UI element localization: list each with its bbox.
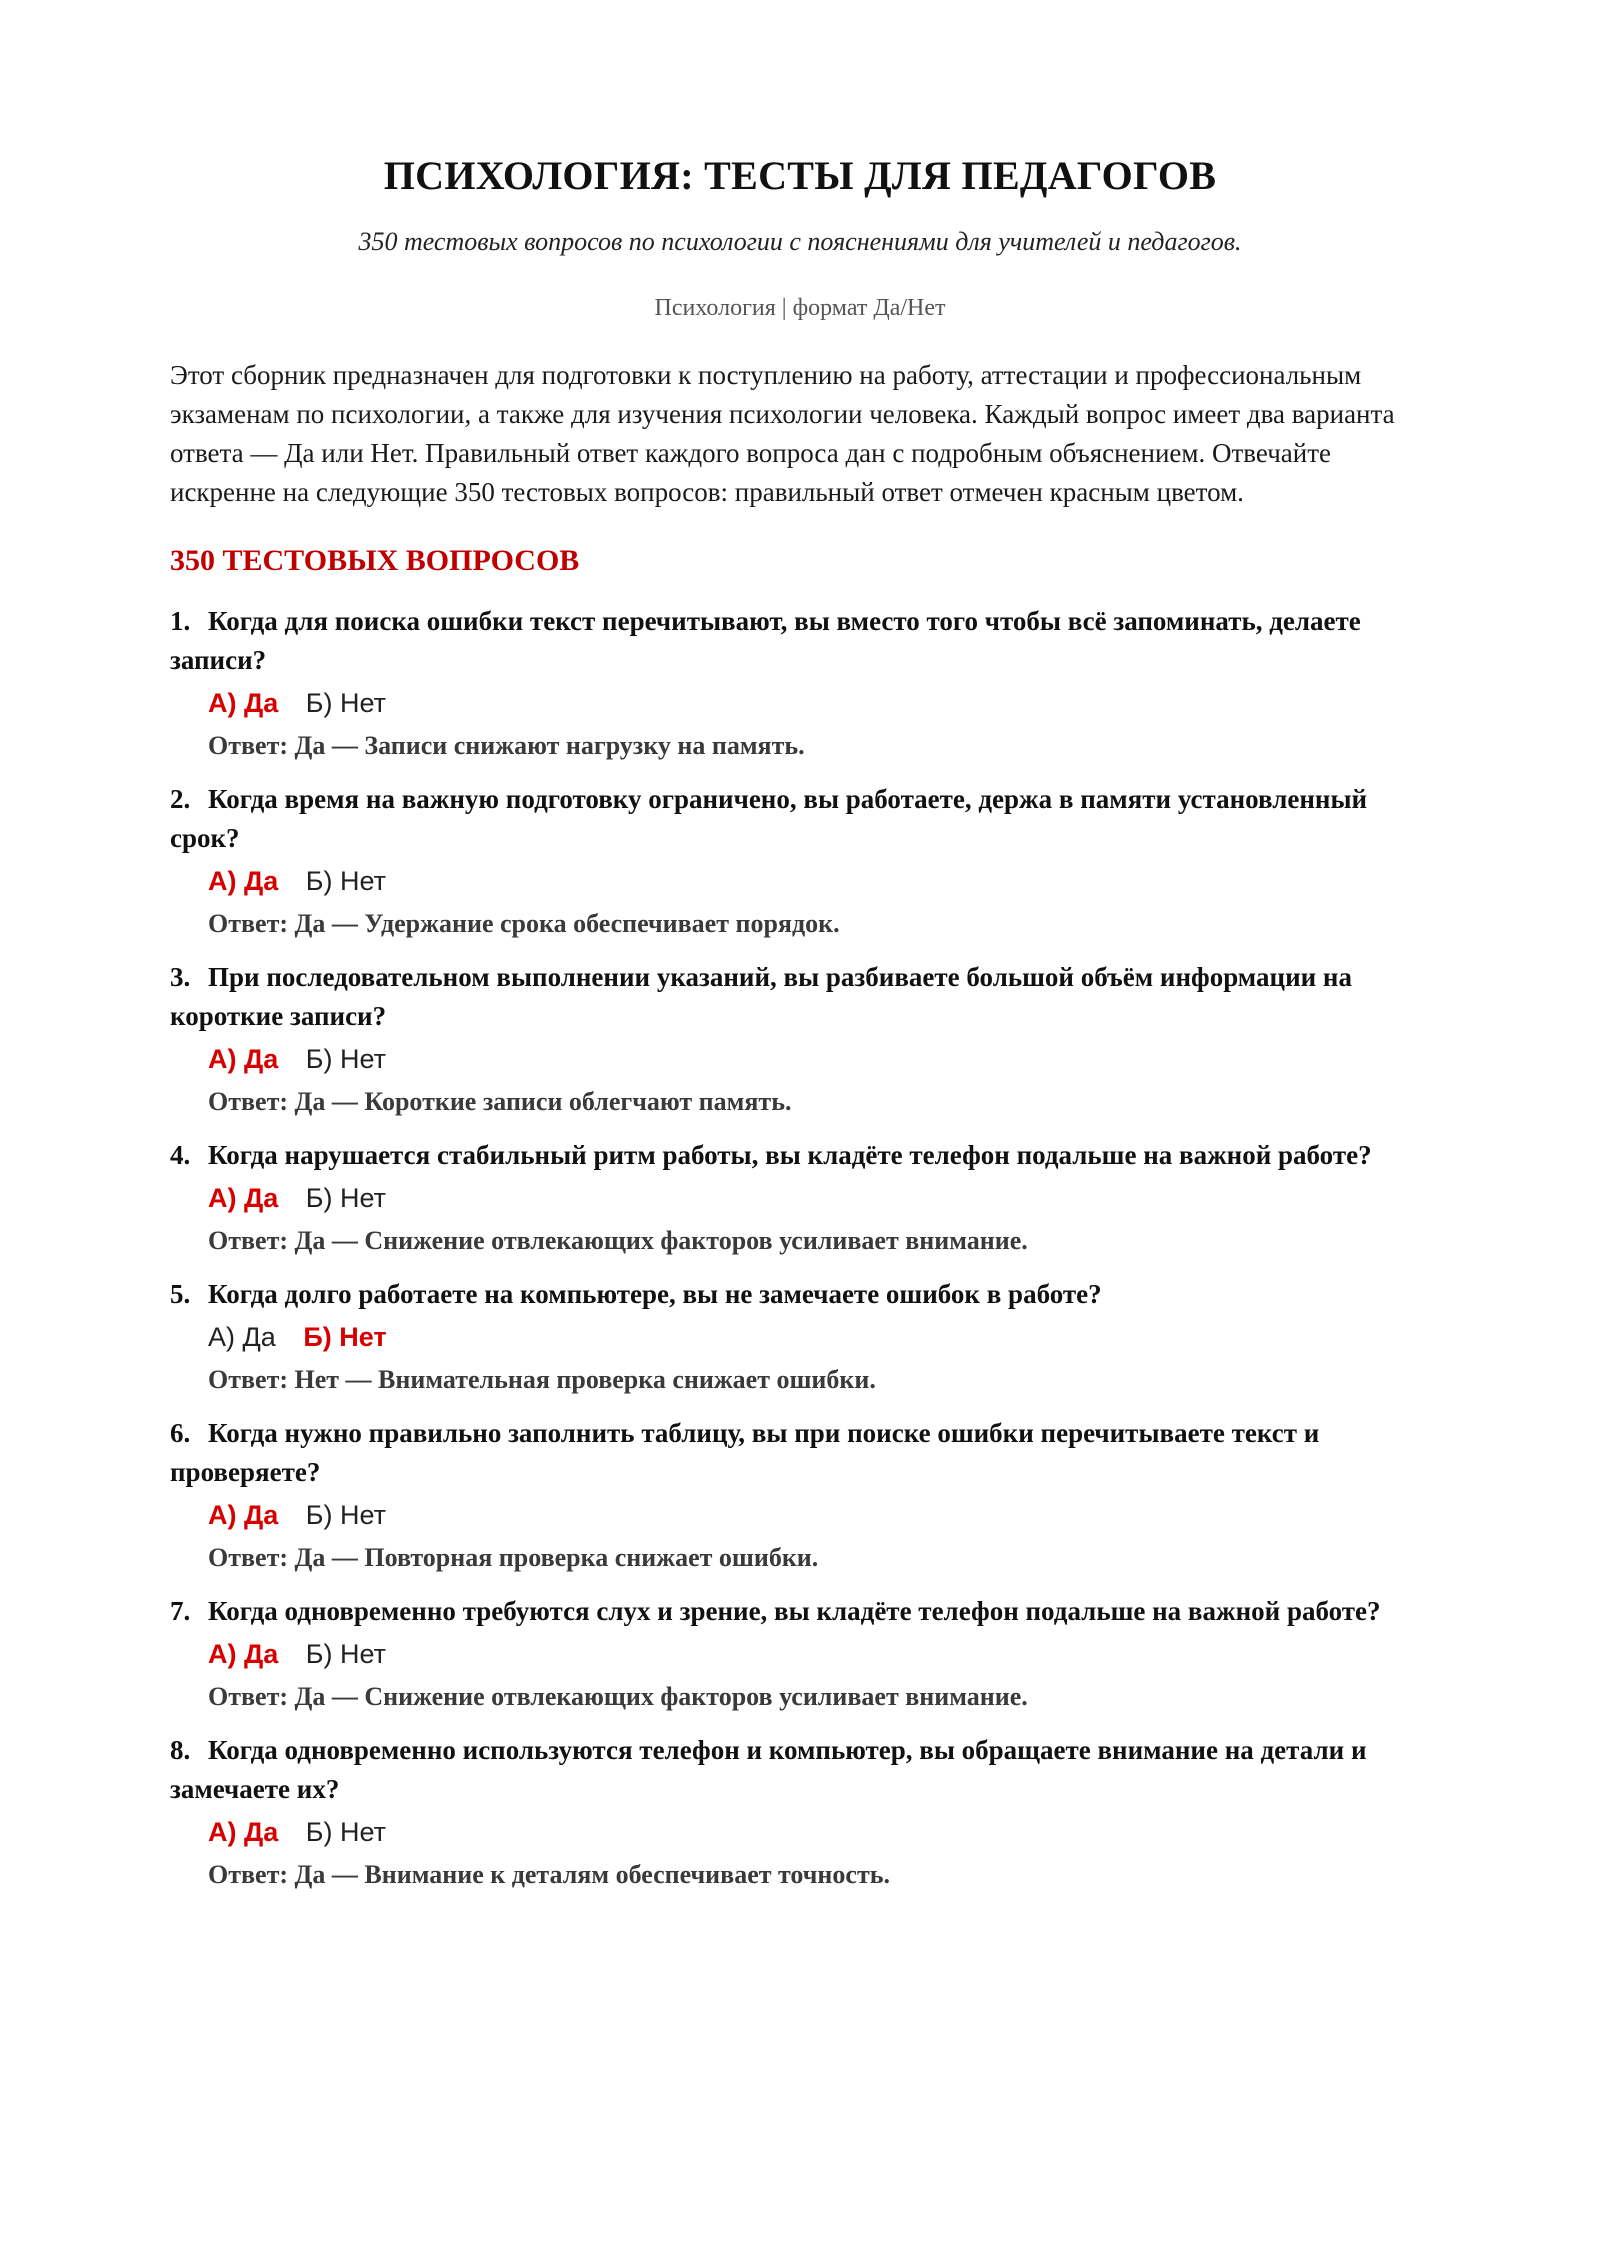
option-a[interactable]: А) Да bbox=[208, 1183, 279, 1213]
question-body: Когда одновременно требуются слух и зрение, вы кладёте телефон подальше на важной работе? bbox=[208, 1596, 1381, 1626]
question-item bbox=[170, 1275, 1430, 1400]
option-a[interactable]: А) Да bbox=[208, 866, 279, 896]
question-body: Когда время на важную подготовку ограничено, вы работаете, держа в памяти установленный срок? bbox=[170, 784, 1368, 853]
option-a[interactable]: А) Да bbox=[208, 1044, 279, 1074]
document-title: ПСИХОЛОГИЯ: ТЕСТЫ ДЛЯ ПЕДАГОГОВ bbox=[383, 153, 1217, 198]
question-number: 8. bbox=[170, 1735, 191, 1765]
answer-explanation: Ответ: Да — Внимание к деталям обеспечивает точность. bbox=[208, 1860, 890, 1889]
question-options bbox=[170, 862, 1430, 901]
question-body: При последовательном выполнении указаний, вы разбиваете большой объём информации на короткие записи? bbox=[170, 962, 1352, 1031]
question-options bbox=[170, 684, 1430, 723]
question-text bbox=[170, 1731, 1430, 1809]
question-number: 5. bbox=[170, 1279, 191, 1309]
question-body: Когда нарушается стабильный ритм работы, вы кладёте телефон подальше на важной работе? bbox=[208, 1140, 1372, 1170]
question-options bbox=[170, 1318, 1430, 1357]
question-options bbox=[170, 1635, 1430, 1674]
question-number: 7. bbox=[170, 1596, 191, 1626]
question-number: 1. bbox=[170, 606, 191, 636]
option-b[interactable]: Б) Нет bbox=[305, 688, 386, 718]
answer-explanation: Ответ: Да — Удержание срока обеспечивает порядок. bbox=[208, 909, 840, 938]
document-meta: Психология | формат Да/Нет bbox=[654, 295, 946, 321]
question-item bbox=[170, 780, 1430, 944]
question-list bbox=[170, 602, 1430, 1895]
answer-explanation: Ответ: Да — Снижение отвлекающих факторов усиливает внимание. bbox=[208, 1226, 1028, 1255]
option-a[interactable]: А) Да bbox=[208, 688, 279, 718]
answer-explanation: Ответ: Да — Повторная проверка снижает ошибки. bbox=[208, 1543, 819, 1572]
intro-paragraph: Этот сборник предназначен для подготовки к поступлению на работу, аттестации и профессиональным экзаменам по психологии, а также для изучения психологии человека. Каждый вопрос имеет два варианта ответа — Да или Нет. Правильный ответ каждого вопроса дан с подробным объяснением. Отвечайте искренне на следующие 350 тестовых вопросов: правильный ответ отмечен красным цветом. bbox=[170, 360, 1395, 507]
option-a[interactable]: А) Да bbox=[208, 1322, 276, 1352]
question-text bbox=[170, 1414, 1430, 1492]
option-b[interactable]: Б) Нет bbox=[305, 1183, 386, 1213]
option-b[interactable]: Б) Нет bbox=[305, 866, 386, 896]
question-options bbox=[170, 1040, 1430, 1079]
answer-explanation: Ответ: Да — Снижение отвлекающих факторов усиливает внимание. bbox=[208, 1682, 1028, 1711]
question-body: Когда для поиска ошибки текст перечитывают, вы вместо того чтобы всё запоминать, делаете записи? bbox=[170, 606, 1361, 675]
section-heading: 350 ТЕСТОВЫХ ВОПРОСОВ bbox=[170, 544, 580, 577]
question-item bbox=[170, 1136, 1430, 1261]
answer-explanation: Ответ: Да — Короткие записи облегчают память. bbox=[208, 1087, 792, 1116]
question-number: 4. bbox=[170, 1140, 191, 1170]
question-item bbox=[170, 1731, 1430, 1895]
question-number: 3. bbox=[170, 962, 191, 992]
question-item bbox=[170, 602, 1430, 766]
question-options bbox=[170, 1179, 1430, 1218]
question-options bbox=[170, 1813, 1430, 1852]
question-body: Когда одновременно используются телефон и компьютер, вы обращаете внимание на детали и замечаете их? bbox=[170, 1735, 1367, 1804]
option-a[interactable]: А) Да bbox=[208, 1639, 279, 1669]
question-body: Когда долго работаете на компьютере, вы не замечаете ошибок в работе? bbox=[208, 1279, 1102, 1309]
option-b[interactable]: Б) Нет bbox=[305, 1500, 386, 1530]
question-text bbox=[170, 1592, 1430, 1631]
option-a[interactable]: А) Да bbox=[208, 1817, 279, 1847]
question-text bbox=[170, 1275, 1430, 1314]
question-item bbox=[170, 1414, 1430, 1578]
option-b[interactable]: Б) Нет bbox=[305, 1639, 386, 1669]
question-item bbox=[170, 958, 1430, 1122]
question-number: 6. bbox=[170, 1418, 191, 1448]
option-b[interactable]: Б) Нет bbox=[303, 1322, 387, 1352]
question-text bbox=[170, 602, 1430, 680]
document-subtitle: 350 тестовых вопросов по психологии с пояснениями для учителей и педагогов. bbox=[358, 227, 1242, 256]
question-options bbox=[170, 1496, 1430, 1535]
question-text bbox=[170, 780, 1430, 858]
question-number: 2. bbox=[170, 784, 191, 814]
option-b[interactable]: Б) Нет bbox=[305, 1817, 386, 1847]
option-a[interactable]: А) Да bbox=[208, 1500, 279, 1530]
option-b[interactable]: Б) Нет bbox=[305, 1044, 386, 1074]
answer-explanation: Ответ: Нет — Внимательная проверка снижает ошибки. bbox=[208, 1365, 876, 1394]
question-text bbox=[170, 1136, 1430, 1175]
question-body: Когда нужно правильно заполнить таблицу, вы при поиске ошибки перечитываете текст и проверяете? bbox=[170, 1418, 1320, 1487]
question-text bbox=[170, 958, 1430, 1036]
question-item bbox=[170, 1592, 1430, 1717]
answer-explanation: Ответ: Да — Записи снижают нагрузку на память. bbox=[208, 731, 805, 760]
